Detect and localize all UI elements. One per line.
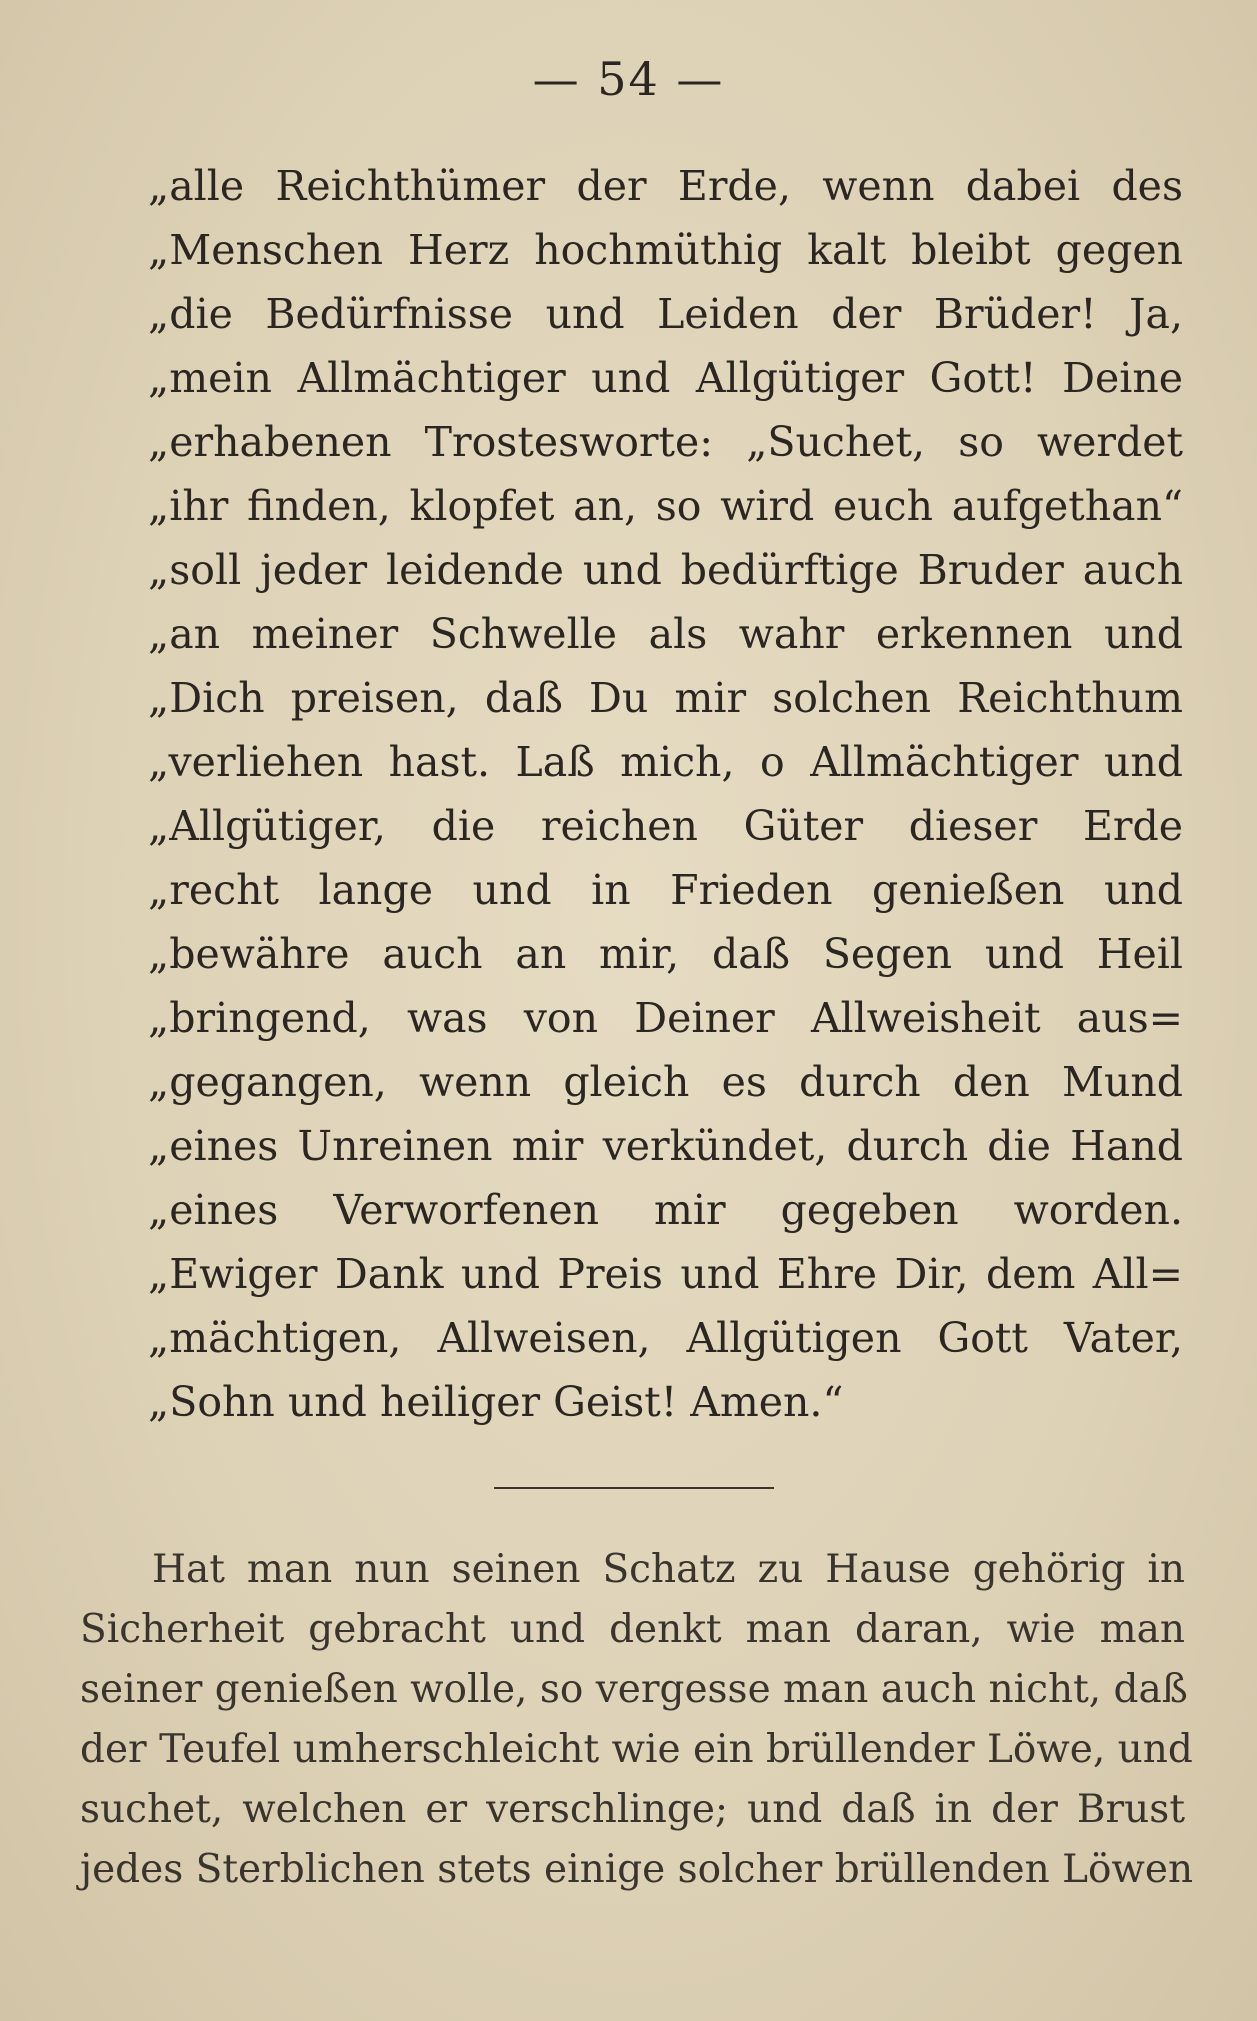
text-line: „an meiner Schwelle als wahr erkennen und: [148, 610, 1183, 658]
text-line: „die Bedürfnisse und Leiden der Brüder! Ja,: [148, 290, 1183, 338]
page-number: — 54 —: [532, 52, 725, 106]
text-line: „eines Verworfenen mir gegeben worden.: [148, 1186, 1183, 1234]
text-line: „alle Reichthümer der Erde, wenn dabei des: [148, 162, 1183, 210]
text-line: „recht lange und in Frieden genießen und: [148, 866, 1183, 914]
text-line: „Dich preisen, daß Du mir solchen Reichthum: [148, 674, 1183, 722]
text-line: Hat man nun seinen Schatz zu Hause gehörig in: [152, 1547, 1185, 1592]
text-line: „ihr finden, klopfet an, so wird euch aufgethan“: [148, 482, 1183, 530]
text-line: „Allgütiger, die reichen Güter dieser Erde: [148, 802, 1183, 850]
text-line: „Sohn und heiliger Geist! Amen.“: [148, 1378, 844, 1426]
section-divider: [494, 1487, 774, 1489]
text-line: „soll jeder leidende und bedürftige Bruder auch: [148, 546, 1183, 594]
prayer-text-block: [148, 154, 1183, 1434]
text-line: „gegangen, wenn gleich es durch den Mund: [148, 1058, 1183, 1106]
text-line: seiner genießen wolle, so vergesse man auch nicht, daß: [80, 1667, 1188, 1712]
text-line: „eines Unreinen mir verkündet, durch die Hand: [148, 1122, 1183, 1170]
text-line: jedes Sterblichen stets einige solcher brüllenden Löwen: [80, 1847, 1194, 1892]
text-line: „Ewiger Dank und Preis und Ehre Dir, dem All=: [148, 1250, 1183, 1298]
text-line: suchet, welchen er verschlinge; und daß in der Brust: [80, 1787, 1185, 1832]
text-line: „Menschen Herz hochmüthig kalt bleibt gegen: [148, 226, 1183, 274]
text-line: „bewähre auch an mir, daß Segen und Heil: [148, 930, 1183, 978]
text-line: der Teufel umherschleicht wie ein brüllender Löwe, und: [80, 1727, 1193, 1772]
narrative-text-block: [80, 1540, 1194, 1900]
text-line: „bringend, was von Deiner Allweisheit aus=: [148, 994, 1183, 1042]
text-line: „verliehen hast. Laß mich, o Allmächtiger und: [148, 738, 1183, 786]
text-line: „mein Allmächtiger und Allgütiger Gott! Deine: [148, 354, 1183, 402]
text-line: „mächtigen, Allweisen, Allgütigen Gott Vater,: [148, 1314, 1183, 1362]
text-line: Sicherheit gebracht und denkt man daran, wie man: [80, 1607, 1185, 1652]
text-line: „erhabenen Trostesworte: „Suchet, so werdet: [148, 418, 1183, 466]
